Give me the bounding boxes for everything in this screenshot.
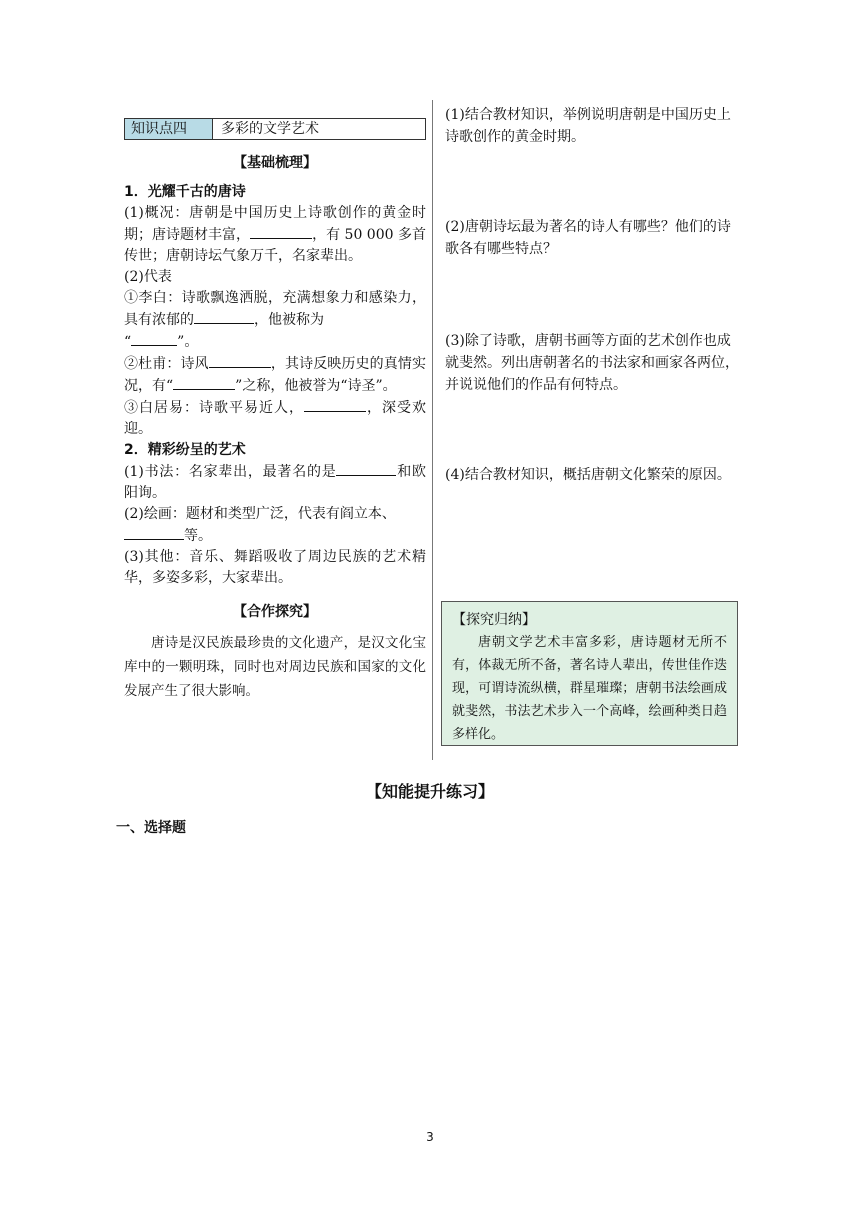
question-2: (2)唐朝诗坛最为著名的诗人有哪些？他们的诗歌各有哪些特点？ — [445, 219, 731, 257]
fill-blank[interactable] — [304, 397, 366, 412]
fill-blank[interactable] — [173, 375, 235, 390]
overview-paragraph — [124, 203, 426, 267]
cooperate-text: 唐诗是汉民族最珍贵的文化遗产，是汉文化宝库中的一颗明珠，同时也对周边民族和国家的文化发展产生了很大影响。 — [124, 635, 426, 699]
dufu-text-c: ”之称，他被誉为“诗圣”。 — [235, 378, 397, 394]
fill-blank[interactable] — [194, 309, 254, 324]
calligraphy-text-a: (1)书法：名家辈出，最著名的是 — [124, 464, 337, 480]
multiple-choice-heading: 一、选择题 — [116, 820, 186, 836]
libai-text-c: “ — [124, 334, 132, 350]
knowledge-point-table — [124, 118, 426, 140]
libai-text-b: ，他被称为 — [254, 312, 324, 328]
libai-text-d: ”。 — [177, 334, 199, 350]
knowledge-point-label: 知识点四 — [125, 119, 213, 139]
section2-title: 2．精彩纷呈的艺术 — [124, 442, 246, 458]
other-arts-paragraph: (3)其他：音乐、舞蹈吸收了周边民族的艺术精华，多姿多彩，大家辈出。 — [124, 549, 426, 586]
section1-title: 1．光耀千古的唐诗 — [124, 184, 246, 200]
baijuyi-text-b: ，深受欢迎。 — [124, 400, 426, 437]
overview-text-a: (1)概况：唐朝是中国历史上诗歌创作的黄金时期；唐诗题材丰富， — [124, 205, 426, 243]
fill-blank[interactable] — [250, 224, 312, 239]
dufu-text-a: ②杜甫：诗风 — [124, 356, 209, 372]
summary-box — [441, 601, 738, 746]
summary-body: 唐朝文学艺术丰富多彩，唐诗题材无所不有，体裁无所不备，著名诗人辈出，传世佳作迭现，可谓诗流纵横，群星璀璨；唐朝书法绘画成就斐然，书法艺术步入一个高峰，绘画种类日趋多样化。 — [452, 635, 727, 742]
libai-text-a: ①李白：诗歌飘逸洒脱，充满想象力和感染力，具有浓郁的 — [124, 290, 426, 328]
painting-paragraph — [124, 504, 426, 547]
libai-paragraph — [124, 288, 426, 353]
baijuyi-paragraph — [124, 397, 426, 440]
left-column — [124, 110, 426, 703]
representatives-label: (2)代表 — [124, 269, 172, 285]
summary-title: 【探究归纳】 — [452, 612, 536, 628]
question-4: (4)结合教材知识，概括唐朝文化繁荣的原因。 — [445, 467, 731, 483]
practice-heading: 【知能提升练习】 — [365, 782, 494, 801]
painting-text-b: 等。 — [184, 528, 212, 544]
fill-blank[interactable] — [124, 525, 184, 540]
question-3: (3)除了诗歌，唐朝书画等方面的艺术创作也成就斐然。列出唐朝著名的书法家和画家各两位，并说说他们的作品有何特点。 — [445, 333, 739, 393]
fill-blank[interactable] — [131, 331, 177, 346]
basic-heading: 【基础梳理】 — [233, 155, 317, 171]
dufu-paragraph — [124, 353, 426, 397]
dufu-text-b: ，其诗反映历史的真情实况，有“ — [124, 356, 427, 394]
calligraphy-paragraph — [124, 461, 426, 504]
calligraphy-text-b: 和欧阳询。 — [124, 464, 426, 501]
cooperate-heading: 【合作探究】 — [233, 604, 317, 620]
overview-text-b: ，有 50 000 多首传世；唐朝诗坛气象万千，名家辈出。 — [124, 227, 426, 264]
painting-text-a: (2)绘画：题材和类型广泛，代表有阎立本、 — [124, 506, 396, 522]
baijuyi-text-a: ③白居易：诗歌平易近人， — [124, 400, 304, 416]
knowledge-point-title: 多彩的文学艺术 — [221, 121, 319, 137]
column-divider — [432, 100, 433, 760]
fill-blank[interactable] — [336, 461, 396, 476]
page-number: 3 — [426, 1130, 434, 1144]
question-1: (1)结合教材知识，举例说明唐朝是中国历史上诗歌创作的黄金时期。 — [445, 107, 731, 145]
fill-blank[interactable] — [209, 353, 271, 368]
